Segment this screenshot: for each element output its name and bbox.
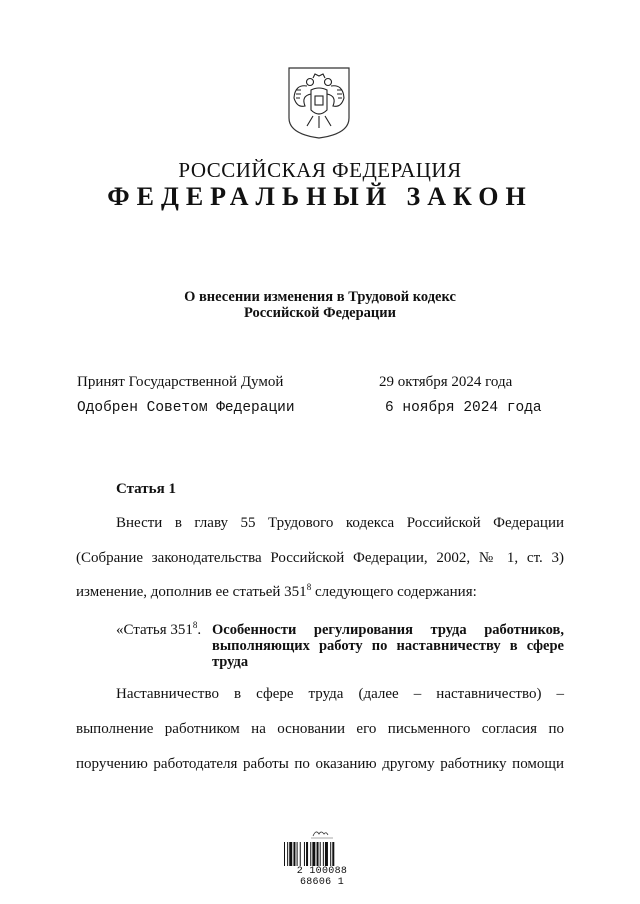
barcode-bar: [293, 842, 295, 866]
barcode-bar: [289, 842, 292, 866]
barcode-bar: [287, 842, 288, 866]
barcode-bar: [306, 842, 308, 866]
article-text-line-1: Внести в главу 55 Трудового кодекса Российской Федерации: [116, 515, 564, 531]
barcode-bar: [304, 842, 305, 866]
article-text-line-2: (Собрание законодательства Российской Федерации, 2002, № 1, ст. 3): [76, 550, 564, 566]
body-text-line-1: Наставничество в сфере труда (далее – наставничество) –: [116, 686, 564, 702]
body-text-line-3: поручению работодателя работы по оказанию другому работнику помощи: [76, 756, 564, 772]
article-text-line-3: изменение, дополнив ее статьей $351^8$ следующего содержания:: [76, 582, 477, 600]
registration-stamp-icon: [283, 828, 359, 840]
barcode-bar: [312, 842, 315, 866]
barcode-icon: [283, 842, 359, 866]
duma-adoption-label: Принят Государственной Думой: [77, 374, 284, 390]
barcode-bar: [320, 842, 321, 866]
new-article-title-line-3: труда: [212, 654, 249, 670]
new-article-number: «Статья $351^8$.: [116, 620, 202, 638]
duma-adoption-date: 29 октября 2024 года: [379, 374, 513, 390]
body-text-line-2: выполнение работником на основании его письменного согласия по: [76, 721, 564, 737]
barcode-number: 2 100088 68606 1: [296, 866, 348, 888]
council-approval-label: Одобрен Советом Федерации: [77, 400, 295, 416]
barcode-bar: [284, 842, 285, 866]
country-heading: РОССИЙСКАЯ ФЕДЕРАЦИЯ: [178, 158, 462, 182]
barcode-bar: [300, 842, 301, 866]
coat-of-arms-icon: [287, 66, 351, 140]
law-title-line-1: О внесении изменения в Трудовой кодекс: [184, 289, 456, 305]
barcode-bar: [323, 842, 324, 866]
barcode-bar: [317, 842, 319, 866]
council-approval-date: 6 ноября 2024 года: [385, 400, 542, 416]
barcode-bar: [297, 842, 298, 866]
barcode-bar: [330, 842, 331, 866]
barcode-bar: [332, 842, 334, 866]
barcode-bar: [325, 842, 328, 866]
law-title-line-2: Российской Федерации: [243, 305, 396, 321]
article-heading: Статья 1: [116, 481, 176, 497]
barcode-bar: [310, 842, 311, 866]
new-article-title-line-2: выполняющих работу по наставничеству в сфере: [212, 638, 564, 654]
document-type-heading: ФЕДЕРАЛЬНЫЙ ЗАКОН: [107, 182, 533, 211]
new-article-title-line-1: Особенности регулирования труда работников,: [212, 622, 564, 638]
